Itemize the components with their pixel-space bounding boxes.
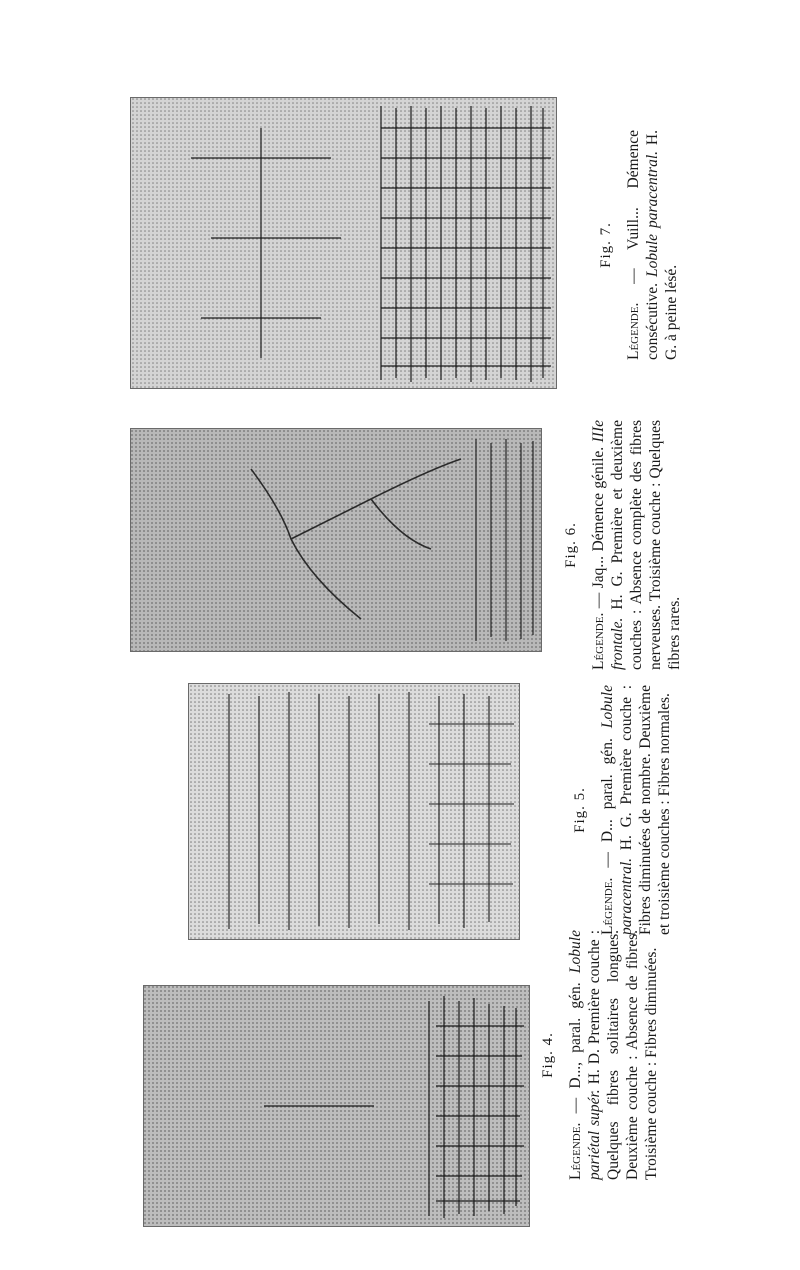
fig4-legend-label: Légende. xyxy=(567,1122,584,1180)
fig6-number: Fig. 6. xyxy=(563,522,579,568)
fig7-legend-text: à peine lésé. xyxy=(663,264,680,342)
fig5-section-drawing xyxy=(189,684,519,939)
fig5-region: Lobule paracentral. xyxy=(599,685,635,935)
fig6-case: Jaq... Démence génile. xyxy=(590,442,607,589)
fig7-case: Vuill... Démence consécutive. xyxy=(625,130,661,360)
fig5-number: Fig. 5. xyxy=(572,787,588,833)
fig4-legend xyxy=(566,930,661,1180)
fig6-legend xyxy=(589,420,684,670)
fig7-hemisphere: H. G. xyxy=(644,129,680,360)
fig6-section-drawing xyxy=(131,429,541,651)
fig5-legend-text: Première couche : Fibres diminuées de nombre. Deuxième et troisième couches : Fibres normales. xyxy=(618,684,673,935)
fig4-case: D..., paral. gén. xyxy=(567,973,584,1089)
fig7-section-drawing xyxy=(131,98,556,388)
fig7-caption xyxy=(597,129,680,360)
fig7-dash: — xyxy=(625,249,642,303)
fig7-plate xyxy=(130,97,557,389)
fig7-legend-label: Légende. xyxy=(625,302,642,360)
fig4-dash: — xyxy=(567,1088,584,1123)
fig6-plate xyxy=(130,428,542,652)
fig4-hemisphere: H. D. xyxy=(586,1044,603,1090)
fig5-plate xyxy=(188,683,520,940)
fig6-region: IIIe frontale. xyxy=(590,420,626,670)
fig7-legend xyxy=(624,130,681,360)
fig5-hemisphere: H. G. xyxy=(618,804,635,858)
fig6-hemisphere: H. G. xyxy=(609,563,626,618)
fig4-legend-text: Première couche : Quelques fibres solitaires longues. Deuxième couche : Absence de fibres. Troisième couche : Fibres diminuées. xyxy=(586,930,660,1180)
fig6-dash: — xyxy=(590,588,607,613)
fig4-plate xyxy=(143,985,530,1227)
fig5-legend xyxy=(598,685,674,935)
fig4-number: Fig. 4. xyxy=(540,1032,556,1078)
fig4-caption xyxy=(539,930,660,1180)
fig5-dash: — xyxy=(599,842,616,878)
fig4-section-drawing xyxy=(144,986,529,1226)
fig6-legend-text: Première et deuxième couches : Absence complète des fibres nerveuses. Troisième couche : Quelques fibres rares. xyxy=(609,420,683,670)
fig6-legend-label: Légende. xyxy=(590,612,607,670)
fig7-region: Lobule paracentral. xyxy=(644,150,661,278)
fig7-number: Fig. 7. xyxy=(598,222,614,268)
fig6-caption xyxy=(562,420,683,670)
fig5-caption xyxy=(571,684,673,935)
fig5-case: D... paral. gén. xyxy=(599,728,616,843)
fig5-legend-label: Légende. xyxy=(599,877,616,935)
fig4-region: Lobule pariétal supér. xyxy=(567,930,603,1180)
